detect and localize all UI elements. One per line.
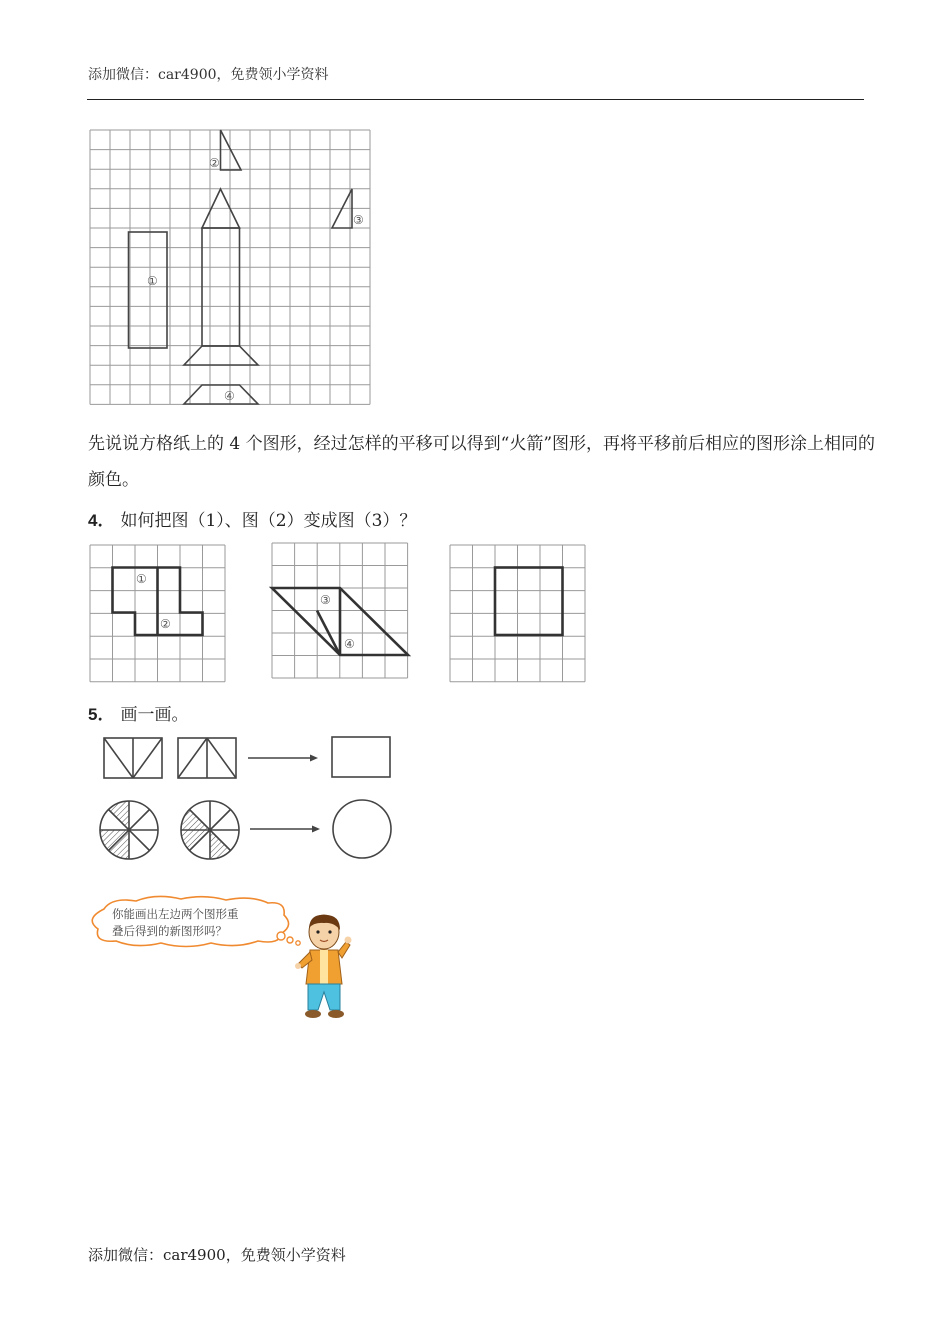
q5-number: 5． <box>88 705 115 724</box>
q5-text: 画一画。 <box>120 705 189 725</box>
boy-illustration <box>290 912 360 1024</box>
rocket-grid-lines <box>90 130 370 404</box>
page-header-text: 添加微信：car4900，免费领小学资料 <box>88 67 329 83</box>
q5-rect-a <box>104 738 162 778</box>
bubble-text <box>112 906 239 940</box>
q5-arrow-2 <box>250 826 320 833</box>
q4-text: 如何把图（1）、图（2）变成图（3）？ <box>120 511 417 531</box>
q5-answer-circle <box>333 800 391 858</box>
q4-label-4: ④ <box>344 637 355 651</box>
q4-number: 4． <box>88 511 115 530</box>
rocket-shape-1 <box>129 232 168 348</box>
rocket-fins <box>184 346 258 365</box>
label-shape-1: ① <box>147 274 158 288</box>
q5-rect-b <box>178 738 236 778</box>
q5-line <box>88 700 188 725</box>
bubble-line-1: 你能画出左边两个图形重 <box>112 907 239 921</box>
label-shape-2: ② <box>209 156 220 170</box>
q4-label-3: ③ <box>320 593 331 607</box>
q3-paragraph: 先说说方格纸上的 4 个图形，经过怎样的平移可以得到“火箭”图形，再将平移前后相应的图形涂上相同的颜色。 <box>88 434 876 490</box>
q5-answer-rect <box>332 737 390 777</box>
rocket-shape-4 <box>184 385 258 404</box>
q4-figure-1 <box>90 545 225 682</box>
label-shape-3: ③ <box>353 213 364 227</box>
bubble-line-2: 叠后得到的新图形吗？ <box>112 924 227 938</box>
q4-label-1: ① <box>136 572 147 586</box>
q4-line <box>88 506 416 531</box>
rocket-grid-figure <box>90 130 370 408</box>
q4-figure-2 <box>272 543 408 680</box>
header-divider <box>87 99 864 100</box>
q5-figures <box>98 733 398 863</box>
page-footer-text: 添加微信：car4900，免费领小学资料 <box>88 1246 346 1264</box>
q4-fig3-square <box>495 568 563 636</box>
q5-circle-b <box>181 801 239 859</box>
q4-figure-3 <box>450 545 585 682</box>
q5-arrow-1 <box>248 755 318 762</box>
q4-label-2: ② <box>160 617 171 631</box>
q5-circle-a <box>100 801 158 859</box>
label-shape-4: ④ <box>224 389 235 403</box>
